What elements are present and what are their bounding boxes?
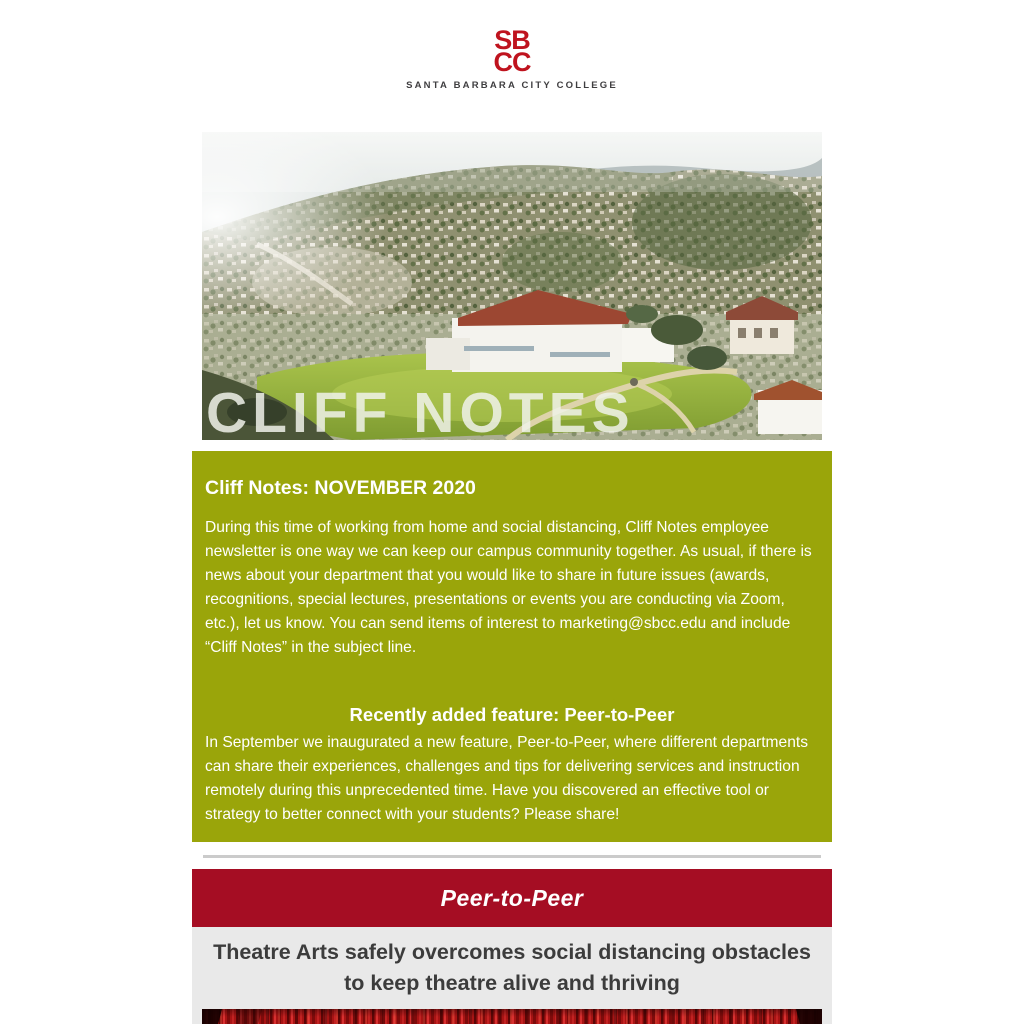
- theatre-curtain-image: [202, 1009, 822, 1024]
- newsletter-intro-section: [192, 451, 832, 842]
- header: [0, 0, 1024, 93]
- logo-subtitle: SANTA BARBARA CITY COLLEGE: [406, 80, 618, 92]
- red-curtain-illustration: [202, 1009, 822, 1024]
- logo-line-2: CC: [493, 46, 531, 77]
- hero-image: [202, 132, 822, 440]
- feature-body-text: In September we inaugurated a new feature, Peer-to-Peer, where different departments can share their experiences, challenges and tips for delivering services and instruction remotely during this unprecedented time. Have you discovered an effective tool or strategy to better connect with your students? Please share!: [205, 734, 809, 824]
- feature-title: Recently added feature: Peer-to-Peer: [349, 704, 675, 726]
- banner-label: Peer-to-Peer: [440, 884, 584, 911]
- newsletter-title: Cliff Notes: NOVEMBER 2020: [205, 477, 476, 500]
- sbcc-logo[interactable]: [406, 25, 618, 92]
- logo-line-1: SB: [494, 25, 530, 55]
- section-divider: [203, 855, 821, 858]
- hero-overlay-title: CLIFF NOTES: [206, 381, 635, 441]
- newsletter-intro-text: During this time of working from home and social distancing, Cliff Notes employee newsletter is one way we can keep our campus community together. As usual, if there is news about your department that you would like to share in future issues (awards, recognitions, special lectures, presentations or events you are conducting via Zoom, etc.), let us know. You can send items of interest to marketing@sbcc.edu and include “Cliff Notes” in the subject line.: [205, 519, 812, 657]
- sbcc-logo-mark: [406, 25, 618, 77]
- story-headline: Theatre Arts safely overcomes social distancing obstacles to keep theatre alive and thriving: [213, 940, 811, 996]
- story-section: [192, 927, 832, 1024]
- peer-to-peer-banner: [192, 869, 832, 927]
